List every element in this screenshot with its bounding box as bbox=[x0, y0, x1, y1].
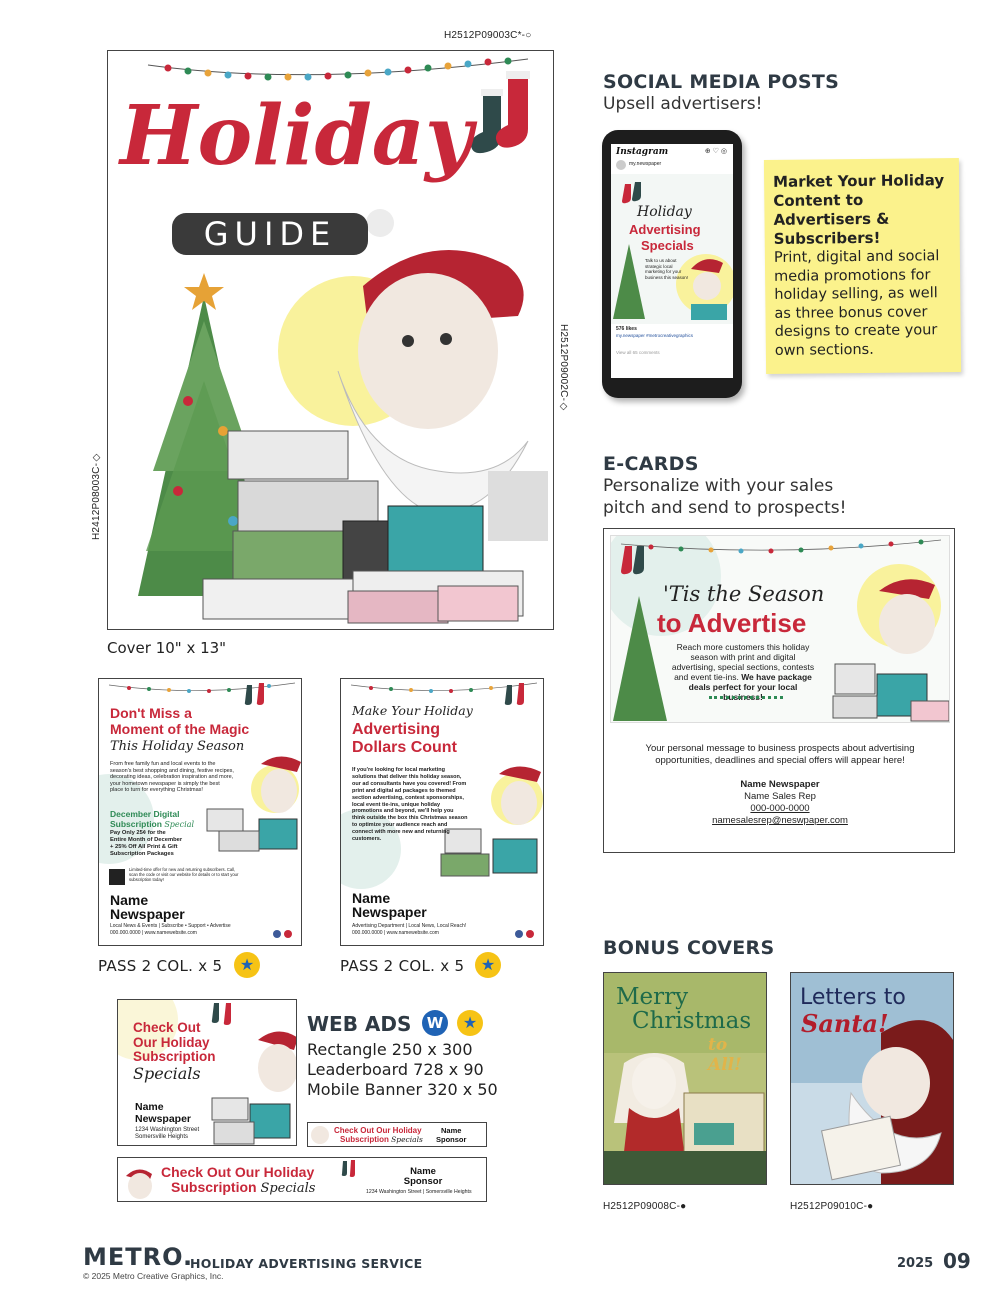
mobile-n2: Sponsor bbox=[436, 1135, 467, 1144]
post-comments-link[interactable]: View all 65 comments bbox=[616, 350, 660, 355]
footer-year: 2025 bbox=[897, 1256, 934, 1271]
rect-title-block bbox=[133, 1021, 216, 1065]
ecard-phone[interactable]: 000-000-0000 bbox=[750, 803, 810, 814]
ecard-title1: 'Tis the Season bbox=[663, 582, 825, 606]
phone-mockup bbox=[602, 130, 742, 398]
bonus-cover-2 bbox=[790, 972, 954, 1185]
post-image bbox=[611, 174, 733, 324]
account-name: my.newspaper bbox=[629, 161, 662, 167]
ad2-title3: Dollars Count bbox=[352, 739, 457, 756]
ad1-name2: Newspaper bbox=[110, 906, 185, 922]
ad1-promo1: December Digital bbox=[110, 809, 180, 819]
ecard-title2: to Advertise bbox=[657, 608, 807, 638]
rect-title4: Specials bbox=[133, 1064, 201, 1083]
bonus1-line3: to All! bbox=[708, 1035, 742, 1075]
ad2-title2: Advertising bbox=[352, 721, 441, 738]
ecard-body-bold: We have package deals perfect for your local business! bbox=[688, 672, 812, 702]
ad1-title2: Moment of the Magic bbox=[110, 721, 250, 737]
ad1-promo4: Pay Only 25¢ for the bbox=[110, 830, 166, 836]
rect-name1: Name bbox=[135, 1101, 164, 1113]
ecard-email-link[interactable]: namesalesrep@neswpaper.com bbox=[712, 815, 848, 826]
mobile-t2: Subscription bbox=[340, 1135, 389, 1144]
ad1-promo7: Subscription Packages bbox=[110, 851, 174, 857]
cover-code-right: H2512P09002C-◇ bbox=[558, 324, 569, 413]
ad2-label: PASS 2 COL. x 5 bbox=[340, 957, 465, 975]
cover-code-left: H2412P08003C-◇ bbox=[91, 451, 102, 540]
star-icon: ★ bbox=[457, 1010, 483, 1036]
ad1-tag: Local News & Events | Subscribe • Support • Advertise bbox=[110, 923, 231, 929]
ecard-name: Name Newspaper bbox=[740, 779, 820, 790]
ecards-sub1: Personalize with your sales bbox=[603, 476, 834, 496]
leader-t2: Subscription bbox=[171, 1179, 257, 1195]
leader-t3: Specials bbox=[260, 1181, 316, 1196]
mobile-t3: Specials bbox=[391, 1135, 423, 1144]
page-number: 09 bbox=[943, 1249, 971, 1273]
webads-line3: Mobile Banner 320 x 50 bbox=[307, 1080, 498, 1099]
rect-address bbox=[135, 1127, 199, 1141]
bonus2-line2: Santa! bbox=[801, 1009, 889, 1038]
cover-guide-pill: GUIDE bbox=[172, 213, 368, 255]
post-title1: Holiday bbox=[637, 204, 692, 220]
ecard-body-text: Reach more customers this holiday season with print and digital advertising, special sections, contests and event tie-ins. bbox=[671, 642, 815, 682]
leader-n1: Name bbox=[410, 1166, 436, 1177]
ad2-tag: Advertising Department | Local News, Local Reach! bbox=[352, 923, 467, 929]
post-blurb: Talk to us about strategic local marketing for your business this season! bbox=[645, 258, 689, 280]
ecard-message: Your personal message to business prospects about advertising opportunities, deadlines and special offers will appear here! bbox=[645, 743, 915, 766]
ad2-body: If you're looking for local marketing solutions that deliver this holiday season, our ad consultants have you covered! From print and digital ad packages to themed section advertising, contest sponsorships, local event tie-ins, unique holiday promotions and beyond, we'll help you think outside the box this Christmas season to optimize your audience reach and connect with more new and returning customers. bbox=[352, 767, 468, 843]
ecard bbox=[603, 528, 955, 853]
ad2-name2: Newspaper bbox=[352, 904, 427, 920]
leader-t1: Check Out Our Holiday bbox=[161, 1164, 315, 1180]
cover-caption: Cover 10" x 13" bbox=[107, 639, 227, 657]
footer-copyright: © 2025 Metro Creative Graphics, Inc. bbox=[83, 1271, 224, 1281]
ad1-promo5: Entire Month of December bbox=[110, 837, 183, 843]
rect-title1: Check Out bbox=[133, 1020, 201, 1035]
star-icon: ★ bbox=[475, 952, 501, 978]
post-title3: Specials bbox=[641, 238, 694, 253]
ad1-label: PASS 2 COL. x 5 bbox=[98, 957, 223, 975]
ad1-promo3: Special bbox=[164, 820, 195, 829]
web-rectangle-ad bbox=[117, 999, 297, 1146]
print-ad-1 bbox=[98, 678, 302, 946]
sticky-note bbox=[764, 158, 961, 374]
leader-n2: Sponsor bbox=[403, 1176, 443, 1187]
rect-addr2: Somersville Heights bbox=[135, 1134, 189, 1140]
metro-logo: METRO. bbox=[83, 1243, 194, 1271]
footer-tagline: HOLIDAY ADVERTISING SERVICE bbox=[190, 1256, 423, 1271]
avatar bbox=[616, 160, 626, 170]
ecards-heading: E-CARDS bbox=[603, 453, 699, 475]
bonus2-line1: Letters to bbox=[800, 985, 906, 1010]
ad1-title1: Don't Miss a bbox=[110, 705, 192, 721]
post-likes: 576 likes bbox=[616, 326, 637, 332]
garland-lights bbox=[165, 58, 512, 81]
ad1-name-block bbox=[110, 893, 185, 921]
ad2-title1: Make Your Holiday bbox=[352, 703, 473, 718]
mobile-t1: Check Out Our Holiday bbox=[334, 1126, 422, 1135]
web-mobile-banner bbox=[307, 1122, 487, 1147]
bonus2-code: H2512P09010C-● bbox=[790, 1201, 874, 1212]
post-caption: my.newspaper #metrocreativegraphics bbox=[616, 333, 693, 338]
post-title2: Advertising bbox=[629, 222, 701, 237]
instagram-logo: Instagram bbox=[616, 147, 669, 157]
ecard-banner bbox=[610, 535, 950, 723]
ad1-promo2: Subscription bbox=[110, 819, 162, 829]
rect-name2: Newspaper bbox=[135, 1113, 192, 1125]
santa-icon bbox=[311, 1126, 329, 1144]
mobile-n1: Name bbox=[440, 1126, 462, 1135]
rect-title3: Subscription bbox=[133, 1049, 216, 1064]
ecard-body bbox=[671, 642, 815, 702]
gifts-illustration bbox=[203, 431, 523, 623]
cover-image bbox=[107, 50, 554, 630]
rect-title2: Our Holiday bbox=[133, 1034, 210, 1050]
ad1-promo-details bbox=[110, 830, 182, 858]
leader-address: 1234 Washington Street | Somersville Heights bbox=[366, 1189, 472, 1195]
bonus1-code: H2512P09008C-● bbox=[603, 1201, 687, 1212]
ad1-promo-line bbox=[110, 819, 194, 829]
mobile-t-line2 bbox=[340, 1135, 423, 1144]
ecards-sub2: pitch and send to prospects! bbox=[603, 498, 847, 518]
mobile-name-block bbox=[436, 1126, 466, 1144]
ad1-contact: 000.000.0000 | www.namewebsite.com bbox=[110, 930, 197, 936]
bonus1-line1: Merry bbox=[616, 984, 689, 1010]
ad2-name1: Name bbox=[352, 890, 391, 906]
cover-code-top: H2512P09003C*-○ bbox=[444, 30, 532, 41]
rect-addr1: 1234 Washington Street bbox=[135, 1127, 200, 1133]
print-ad-2 bbox=[340, 678, 544, 946]
cover-title: Holiday bbox=[120, 88, 473, 184]
bonus1-line2: Christmas bbox=[632, 1008, 752, 1034]
ecard-dots bbox=[709, 696, 783, 699]
ad1-title3: This Holiday Season bbox=[110, 739, 245, 754]
leader-t-line2 bbox=[171, 1180, 315, 1196]
ad1-name1: Name bbox=[110, 892, 149, 908]
ad2-contact: 000.000.0000 | www.namewebsite.com bbox=[352, 930, 439, 936]
leader-name-block bbox=[373, 1167, 473, 1187]
webads-heading: WEB ADS bbox=[307, 1012, 412, 1036]
web-w-icon: W bbox=[422, 1010, 448, 1036]
ad2-name-block bbox=[352, 891, 427, 919]
ad1-body: From free family fun and local events to the season's best shopping and dining, festive recipes, decorating ideas, celebration inspiration and more, your hometown newspaper is simply the best place to turn for everything Christmas! bbox=[110, 761, 234, 794]
ad1-promo6: + 25% Off All Print & Gift bbox=[110, 844, 178, 850]
ad1-fine-print: Limited-time offer for new and returning subscribers. Call, scan the code or visit our website for details or to start your subscription today! bbox=[129, 867, 239, 883]
webads-line1: Rectangle 250 x 300 bbox=[307, 1040, 473, 1059]
social-subheading: Upsell advertisers! bbox=[603, 94, 763, 114]
rect-name-block bbox=[135, 1101, 191, 1125]
web-leaderboard bbox=[117, 1157, 487, 1202]
bonus-cover-1 bbox=[603, 972, 767, 1185]
stockings-icon bbox=[471, 71, 530, 153]
instagram-action-icons: ⊕ ♡ ◎ bbox=[704, 148, 727, 155]
webads-line2: Leaderboard 728 x 90 bbox=[307, 1060, 484, 1079]
social-heading: SOCIAL MEDIA POSTS bbox=[603, 71, 840, 93]
note-body: Print, digital and social media promotions for holiday selling, as well as three bonus cover designs to create your own sections. bbox=[773, 248, 940, 359]
ecard-rep: Name Sales Rep bbox=[744, 791, 816, 802]
instagram-screen bbox=[611, 144, 733, 378]
bonus-heading: BONUS COVERS bbox=[603, 937, 775, 959]
note-heading: Market Your Holiday Content to Advertisers & Subscribers! bbox=[773, 171, 945, 248]
star-icon: ★ bbox=[234, 952, 260, 978]
